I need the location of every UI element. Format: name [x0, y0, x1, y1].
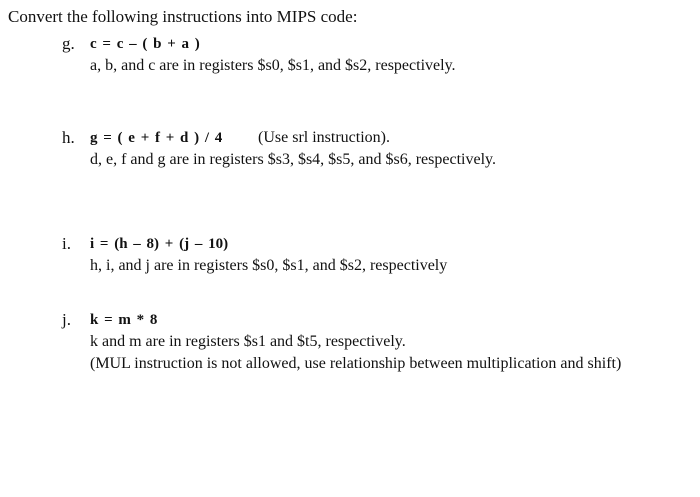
exercise-item-g — [62, 33, 692, 77]
instruction-note: (Use srl instruction). — [258, 129, 390, 146]
exercise-item-h — [62, 127, 692, 171]
exercise-item-i — [62, 233, 692, 277]
intro-text: Convert the following instructions into MIPS code: — [8, 7, 358, 26]
formula: k = m * 8 — [90, 312, 158, 328]
register-description: k and m are in registers $s1 and $t5, respectively. — [90, 333, 406, 350]
constraint-note: (MUL instruction is not allowed, use relationship between multiplication and shift) — [90, 355, 622, 372]
formula: i = (h – 8) + (j – 10) — [90, 236, 229, 252]
exercise-head — [62, 309, 692, 331]
exercise-head — [62, 33, 692, 55]
exercise-head — [62, 233, 692, 255]
register-description: a, b, and c are in registers $s0, $s1, and $s2, respectively. — [90, 57, 456, 74]
exercise-head — [62, 127, 692, 149]
register-description: d, e, f and g are in registers $s3, $s4, $s5, and $s6, respectively. — [90, 151, 496, 168]
item-marker: j. — [62, 310, 71, 329]
register-description: h, i, and j are in registers $s0, $s1, and $s2, respectively — [90, 257, 448, 274]
item-marker: h. — [62, 128, 75, 147]
formula: c = c – ( b + a ) — [90, 36, 200, 52]
formula: g = ( e + f + d ) / 4 — [90, 130, 223, 146]
item-marker: i. — [62, 234, 71, 253]
item-marker: g. — [62, 34, 75, 53]
exercise-item-j — [62, 309, 692, 375]
